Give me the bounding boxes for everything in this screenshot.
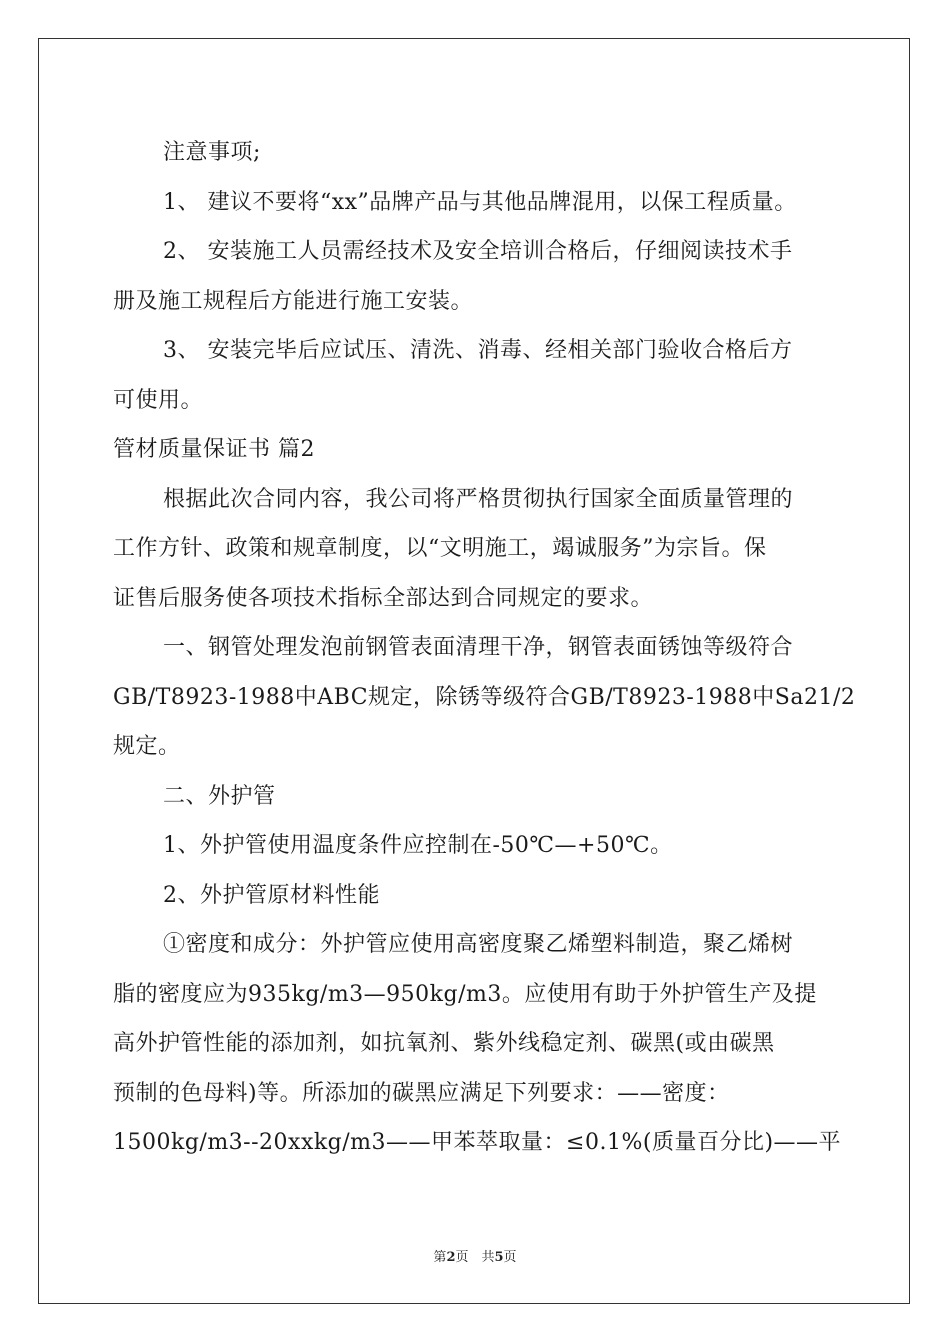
paragraph-line: 注意事项; [163, 140, 261, 165]
paragraph-line: 脂的密度应为935kg/m3—950kg/m3。应使用有助于外护管生产及提 [113, 981, 817, 1007]
paragraph-line: 可使用。 [113, 387, 204, 413]
paragraph-line: 工作方针、政策和规章制度，以“文明施工，竭诚服务”为宗旨。保 [113, 536, 767, 561]
paragraph-line: 二、外护管 [163, 783, 276, 809]
paragraph-line: GB/T8923-1988中ABC规定，除锈等级符合GB/T8923-1988中Sa21/2 [113, 684, 856, 710]
document-body [113, 128, 856, 1168]
paragraph-line: 高外护管性能的添加剂，如抗氧剂、紫外线稳定剂、碳黑(或由碳黑 [113, 1031, 775, 1056]
paragraph-line: 1、外护管使用温度条件应控制在-50℃—+50℃。 [163, 833, 673, 858]
footer-prefix: 第 [433, 1250, 447, 1265]
paragraph-line: 1、 建议不要将“xx”品牌产品与其他品牌混用，以保工程质量。 [163, 189, 797, 215]
footer-suffix: 页 [503, 1250, 517, 1265]
footer-total-pages: 5 [494, 1250, 504, 1265]
paragraph-line: 一、钢管处理发泡前钢管表面清理干净，钢管表面锈蚀等级符合 [163, 635, 794, 660]
paragraph-line: 规定。 [113, 734, 181, 759]
paragraph-line: 证售后服务使各项技术指标全部达到合同规定的要求。 [113, 585, 654, 611]
paragraph-line: 2、外护管原材料性能 [163, 882, 380, 908]
footer-middle: 页 共 [455, 1250, 495, 1265]
section-heading: 管材质量保证书 篇2 [113, 437, 315, 462]
footer-current-page: 2 [446, 1250, 456, 1265]
paragraph-line: 预制的色母料)等。所添加的碳黑应满足下列要求：——密度： [113, 1080, 730, 1106]
paragraph-line: 根据此次合同内容，我公司将严格贯彻执行国家全面质量管理的 [163, 486, 794, 512]
paragraph-line: 册及施工规程后方能进行施工安装。 [113, 288, 474, 314]
paragraph-line: 2、 安装施工人员需经技术及安全培训合格后，仔细阅读技术手 [163, 239, 793, 264]
page-number-footer [0, 1246, 950, 1265]
paragraph-line: 1500kg/m3--20xxkg/m3——甲苯萃取量：≤0.1%(质量百分比)——平 [113, 1130, 842, 1155]
paragraph-line: 3、 安装完毕后应试压、清洗、消毒、经相关部门验收合格后方 [163, 338, 793, 363]
paragraph-line: ①密度和成分：外护管应使用高密度聚乙烯塑料制造，聚乙烯树 [163, 932, 794, 957]
